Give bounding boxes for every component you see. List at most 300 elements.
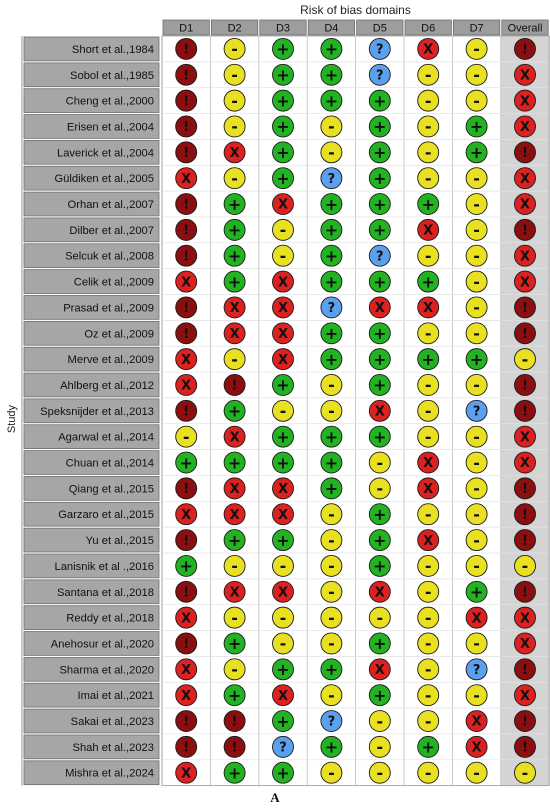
rating-symbol: +: [227, 685, 242, 705]
rating-unclear: [466, 452, 487, 473]
rating-symbol: +: [276, 375, 290, 395]
rating-symbol: X: [229, 585, 240, 601]
rating-symbol: -: [473, 272, 480, 292]
rating-symbol: X: [277, 326, 289, 342]
rating-symbol: +: [421, 272, 435, 292]
rating-some: [176, 297, 197, 318]
rating-high: [466, 607, 487, 628]
rating-symbol: -: [279, 608, 287, 628]
rating-low: [273, 90, 294, 111]
rating-high: [515, 685, 536, 706]
rating-high: [418, 530, 439, 551]
rating-symbol: -: [521, 763, 529, 783]
rating-unclear: [321, 400, 342, 421]
rating-low: [418, 271, 439, 292]
rating-unclear: [321, 633, 342, 654]
rating-symbol: -: [328, 117, 335, 137]
rating-unclear: [273, 400, 294, 421]
column-header-label: D2: [227, 22, 242, 35]
rating-symbol: ?: [327, 301, 336, 317]
rating-symbol: !: [231, 740, 238, 756]
rating-unclear: [466, 168, 487, 189]
rating-symbol: +: [469, 117, 484, 137]
rating-symbol: X: [423, 533, 434, 549]
rating-symbol: -: [424, 117, 432, 137]
rating-symbol: -: [424, 504, 432, 524]
rating-symbol: -: [424, 427, 432, 447]
rating-no_info: [466, 400, 487, 421]
rating-low: [224, 452, 245, 473]
rating-symbol: +: [324, 39, 339, 59]
rating-symbol: !: [522, 507, 528, 523]
rating-symbol: +: [227, 220, 242, 240]
rating-unclear: [273, 219, 294, 240]
rating-symbol: +: [227, 272, 242, 292]
rating-low: [369, 219, 390, 240]
rating-some: [176, 711, 197, 732]
rating-symbol: +: [276, 39, 290, 59]
rating-unclear: [418, 555, 439, 576]
rating-low: [273, 116, 294, 137]
rating-symbol: X: [519, 637, 531, 653]
rating-unclear: [321, 762, 342, 783]
rating-symbol: -: [182, 427, 190, 447]
rating-low: [273, 762, 294, 783]
rating-unclear: [466, 297, 487, 318]
rating-symbol: -: [328, 763, 335, 783]
study-label: Sobol et al.,1985: [70, 69, 154, 82]
rating-unclear: [369, 711, 390, 732]
rating-high: [176, 685, 197, 706]
rating-symbol: !: [183, 533, 190, 549]
rating-symbol: -: [473, 556, 480, 576]
rating-no_info: [369, 64, 390, 85]
study-label: Sharma et al.,2020: [59, 664, 154, 677]
rating-symbol: X: [519, 94, 531, 110]
rating-some: [176, 38, 197, 59]
rating-symbol: +: [373, 194, 387, 214]
rating-high: [176, 504, 197, 525]
rating-symbol: +: [373, 556, 387, 576]
rating-symbol: +: [373, 143, 387, 163]
rating-symbol: -: [424, 556, 432, 576]
rating-unclear: [466, 323, 487, 344]
rating-low: [273, 530, 294, 551]
study-label: Selcuk et al.,2008: [65, 250, 154, 263]
rating-unclear: [418, 426, 439, 447]
rating-symbol: -: [424, 634, 432, 654]
rating-symbol: X: [181, 352, 192, 368]
rating-unclear: [418, 504, 439, 525]
rating-symbol: X: [181, 275, 192, 291]
rating-some: [176, 478, 197, 499]
rating-low: [321, 323, 342, 344]
study-label: Lanisnik et al .,2016: [54, 560, 154, 573]
rating-symbol: -: [473, 685, 480, 705]
rating-symbol: !: [231, 378, 238, 394]
rating-low: [466, 581, 487, 602]
rating-symbol: !: [183, 197, 190, 213]
rating-unclear: [418, 64, 439, 85]
rating-some: [515, 504, 536, 525]
study-label: Short et al.,1984: [71, 43, 154, 56]
rating-symbol: !: [522, 146, 528, 162]
column-header-label: Overall: [507, 22, 543, 35]
rating-symbol: -: [328, 530, 335, 550]
rating-high: [515, 194, 536, 215]
rating-low: [321, 426, 342, 447]
rating-unclear: [418, 142, 439, 163]
rating-high: [224, 142, 245, 163]
rating-symbol: +: [227, 763, 242, 783]
study-label: Garzaro et al.,2015: [58, 509, 154, 522]
rating-some: [176, 90, 197, 111]
rating-symbol: ?: [376, 68, 384, 84]
rating-unclear: [466, 685, 487, 706]
rating-symbol: +: [324, 220, 339, 240]
rating-symbol: -: [279, 220, 287, 240]
rating-symbol: X: [519, 430, 531, 446]
rating-unclear: [321, 530, 342, 551]
rating-low: [369, 271, 390, 292]
rating-symbol: +: [469, 582, 484, 602]
rating-unclear: [466, 478, 487, 499]
rating-low: [321, 194, 342, 215]
rating-symbol: X: [229, 482, 240, 498]
rating-symbol: -: [424, 143, 432, 163]
rating-symbol: X: [229, 430, 240, 446]
rating-symbol: X: [229, 146, 240, 162]
rating-low: [321, 452, 342, 473]
rating-symbol: +: [276, 763, 290, 783]
rating-symbol: +: [373, 168, 387, 188]
rating-unclear: [224, 38, 245, 59]
column-header-label: D7: [469, 22, 484, 35]
rating-high: [224, 426, 245, 447]
rating-symbol: !: [183, 637, 190, 653]
rating-symbol: ?: [472, 663, 481, 679]
rating-low: [418, 194, 439, 215]
rating-symbol: +: [373, 272, 387, 292]
rating-low: [321, 219, 342, 240]
rating-high: [273, 504, 294, 525]
rating-some: [176, 64, 197, 85]
rating-symbol: X: [374, 585, 385, 601]
rating-symbol: !: [522, 585, 528, 601]
rating-symbol: -: [424, 401, 432, 421]
study-label: Sakai et al.,2023: [70, 716, 154, 729]
rating-symbol: -: [424, 65, 432, 85]
rating-some: [224, 374, 245, 395]
rating-unclear: [466, 38, 487, 59]
rating-some: [176, 400, 197, 421]
rating-low: [369, 374, 390, 395]
rating-symbol: -: [521, 556, 529, 576]
rating-symbol: +: [276, 711, 290, 731]
rating-unclear: [418, 711, 439, 732]
rating-symbol: -: [231, 117, 238, 137]
rating-unclear: [418, 400, 439, 421]
rating-symbol: !: [522, 223, 528, 239]
rating-symbol: !: [183, 714, 190, 730]
rating-symbol: X: [374, 301, 385, 317]
rating-low: [369, 323, 390, 344]
rating-symbol: X: [423, 42, 434, 58]
rating-unclear: [224, 90, 245, 111]
rating-symbol: +: [276, 660, 290, 680]
rating-high: [176, 271, 197, 292]
rating-symbol: !: [522, 714, 528, 730]
rating-symbol: -: [231, 556, 238, 576]
rating-unclear: [224, 659, 245, 680]
rating-low: [466, 116, 487, 137]
rating-unclear: [273, 555, 294, 576]
rating-symbol: +: [276, 168, 290, 188]
column-header-label: D5: [372, 22, 387, 35]
rating-low: [369, 142, 390, 163]
rating-some: [515, 323, 536, 344]
rating-low: [224, 633, 245, 654]
rating-symbol: !: [522, 378, 528, 394]
rating-symbol: X: [519, 688, 531, 704]
rating-symbol: +: [324, 453, 339, 473]
rating-symbol: X: [471, 611, 482, 627]
study-label: Cheng et al.,2000: [65, 95, 154, 108]
rating-symbol: -: [473, 375, 480, 395]
rating-symbol: +: [373, 375, 387, 395]
rating-symbol: +: [373, 117, 387, 137]
rating-symbol: +: [276, 65, 290, 85]
rating-symbol: -: [473, 763, 480, 783]
rating-symbol: !: [183, 223, 190, 239]
rating-high: [273, 194, 294, 215]
rating-unclear: [418, 607, 439, 628]
rating-symbol: !: [183, 740, 190, 756]
rating-symbol: +: [373, 324, 387, 344]
rating-symbol: !: [522, 404, 528, 420]
rating-high: [224, 581, 245, 602]
rating-symbol: +: [227, 453, 242, 473]
rating-low: [273, 659, 294, 680]
rating-low: [321, 90, 342, 111]
rating-symbol: -: [424, 608, 432, 628]
rating-symbol: ?: [472, 404, 481, 420]
column-header-label: D3: [275, 22, 291, 35]
rating-low: [369, 90, 390, 111]
rating-high: [418, 38, 439, 59]
rating-unclear: [466, 530, 487, 551]
rating-high: [176, 349, 197, 370]
rating-unclear: [418, 90, 439, 111]
rating-symbol: +: [373, 634, 387, 654]
rating-low: [224, 194, 245, 215]
rating-symbol: -: [328, 582, 335, 602]
rating-symbol: -: [376, 711, 384, 731]
rating-no_info: [369, 245, 390, 266]
rating-symbol: +: [276, 117, 290, 137]
study-label: Ahlberg et al.,2012: [60, 379, 154, 392]
rating-some: [176, 736, 197, 757]
rating-unclear: [418, 659, 439, 680]
rating-high: [515, 426, 536, 447]
rating-low: [321, 38, 342, 59]
rating-some: [224, 711, 245, 732]
study-label: Orhan et al.,2007: [67, 199, 154, 212]
rating-some: [515, 38, 536, 59]
study-label: Anehosur et al.,2020: [50, 638, 154, 651]
study-label: Oz et al.,2009: [84, 328, 154, 341]
rating-high: [418, 297, 439, 318]
rating-high: [273, 349, 294, 370]
rating-unclear: [418, 168, 439, 189]
rating-high: [273, 478, 294, 499]
rating-symbol: +: [227, 401, 242, 421]
rating-unclear: [224, 116, 245, 137]
rating-unclear: [466, 504, 487, 525]
rating-symbol: -: [424, 582, 432, 602]
rating-symbol: +: [276, 427, 290, 447]
rating-symbol: -: [328, 685, 335, 705]
rating-some: [176, 245, 197, 266]
rating-symbol: +: [373, 504, 387, 524]
rating-symbol: -: [424, 763, 432, 783]
rating-high: [515, 245, 536, 266]
rating-high: [515, 90, 536, 111]
rating-symbol: !: [183, 585, 190, 601]
rating-unclear: [321, 607, 342, 628]
rating-unclear: [176, 426, 197, 447]
rating-high: [273, 271, 294, 292]
rating-low: [273, 38, 294, 59]
rating-symbol: -: [424, 91, 432, 111]
rating-low: [321, 245, 342, 266]
rating-high: [515, 633, 536, 654]
rating-symbol: !: [183, 301, 190, 317]
rating-symbol: +: [421, 737, 435, 757]
rating-symbol: ?: [376, 249, 384, 265]
rating-symbol: -: [473, 530, 480, 550]
rating-some: [176, 116, 197, 137]
rating-high: [224, 478, 245, 499]
rating-high: [273, 685, 294, 706]
rating-symbol: -: [231, 608, 238, 628]
rating-symbol: +: [324, 324, 339, 344]
rating-some: [515, 581, 536, 602]
rating-unclear: [466, 219, 487, 240]
rating-unclear: [418, 685, 439, 706]
rating-symbol: -: [473, 39, 480, 59]
rating-low: [273, 374, 294, 395]
rating-symbol: !: [183, 94, 190, 110]
rating-symbol: -: [231, 168, 238, 188]
study-label: Imai et al.,2021: [77, 690, 154, 703]
rating-unclear: [418, 116, 439, 137]
rating-low: [369, 633, 390, 654]
rating-some: [176, 142, 197, 163]
study-label: Yu et al.,2015: [85, 535, 154, 548]
rating-symbol: +: [179, 453, 193, 473]
study-label: Chuan et al.,2014: [65, 457, 154, 470]
rating-symbol: +: [179, 556, 193, 576]
rating-unclear: [515, 555, 536, 576]
rating-symbol: !: [522, 663, 528, 679]
rating-symbol: -: [473, 65, 480, 85]
study-label: Güldiken et al.,2005: [54, 173, 154, 186]
study-label: Santana et al.,2018: [56, 586, 154, 599]
rating-unclear: [466, 194, 487, 215]
rating-symbol: X: [374, 663, 385, 679]
rating-symbol: +: [276, 530, 290, 550]
rating-symbol: +: [373, 349, 387, 369]
rating-symbol: X: [519, 171, 531, 187]
rating-low: [273, 142, 294, 163]
rating-high: [515, 607, 536, 628]
rating-symbol: -: [328, 556, 335, 576]
rating-symbol: !: [183, 482, 190, 498]
rating-unclear: [418, 633, 439, 654]
rating-low: [369, 555, 390, 576]
rating-low: [418, 736, 439, 757]
rating-unclear: [466, 271, 487, 292]
rating-unclear: [418, 323, 439, 344]
rating-unclear: [418, 762, 439, 783]
study-label: Celik et al.,2009: [73, 276, 154, 289]
rating-symbol: -: [231, 65, 238, 85]
rating-symbol: -: [328, 401, 335, 421]
rating-unclear: [369, 607, 390, 628]
rating-symbol: -: [424, 375, 432, 395]
rating-some: [515, 400, 536, 421]
rating-symbol: X: [277, 507, 289, 523]
rating-symbol: X: [181, 688, 192, 704]
rating-symbol: X: [471, 714, 482, 730]
rating-symbol: -: [424, 168, 432, 188]
rating-symbol: X: [519, 611, 531, 627]
rating-symbol: -: [473, 479, 480, 499]
rating-no_info: [369, 38, 390, 59]
rating-symbol: !: [183, 120, 190, 136]
rating-symbol: !: [522, 533, 528, 549]
rating-some: [515, 530, 536, 551]
rating-symbol: X: [423, 301, 434, 317]
rating-symbol: !: [183, 42, 190, 58]
rating-symbol: +: [324, 737, 339, 757]
rating-symbol: -: [424, 246, 432, 266]
rating-unclear: [369, 736, 390, 757]
rating-high: [466, 711, 487, 732]
rating-some: [224, 736, 245, 757]
rating-symbol: -: [424, 711, 432, 731]
rating-low: [321, 64, 342, 85]
rating-unclear: [224, 555, 245, 576]
study-label: Prasad et al.,2009: [63, 302, 154, 315]
rating-symbol: X: [423, 456, 434, 472]
rating-symbol: +: [227, 530, 242, 550]
rating-symbol: -: [328, 504, 335, 524]
rating-no_info: [321, 168, 342, 189]
rating-symbol: !: [522, 42, 528, 58]
rating-symbol: !: [522, 740, 528, 756]
rating-some: [515, 297, 536, 318]
rating-symbol: -: [279, 401, 287, 421]
rating-symbol: +: [324, 660, 339, 680]
rating-symbol: -: [328, 634, 335, 654]
rating-some: [515, 142, 536, 163]
rating-symbol: -: [521, 349, 529, 369]
rating-symbol: -: [424, 685, 432, 705]
column-header-label: D6: [421, 22, 436, 35]
rating-symbol: X: [277, 301, 289, 317]
